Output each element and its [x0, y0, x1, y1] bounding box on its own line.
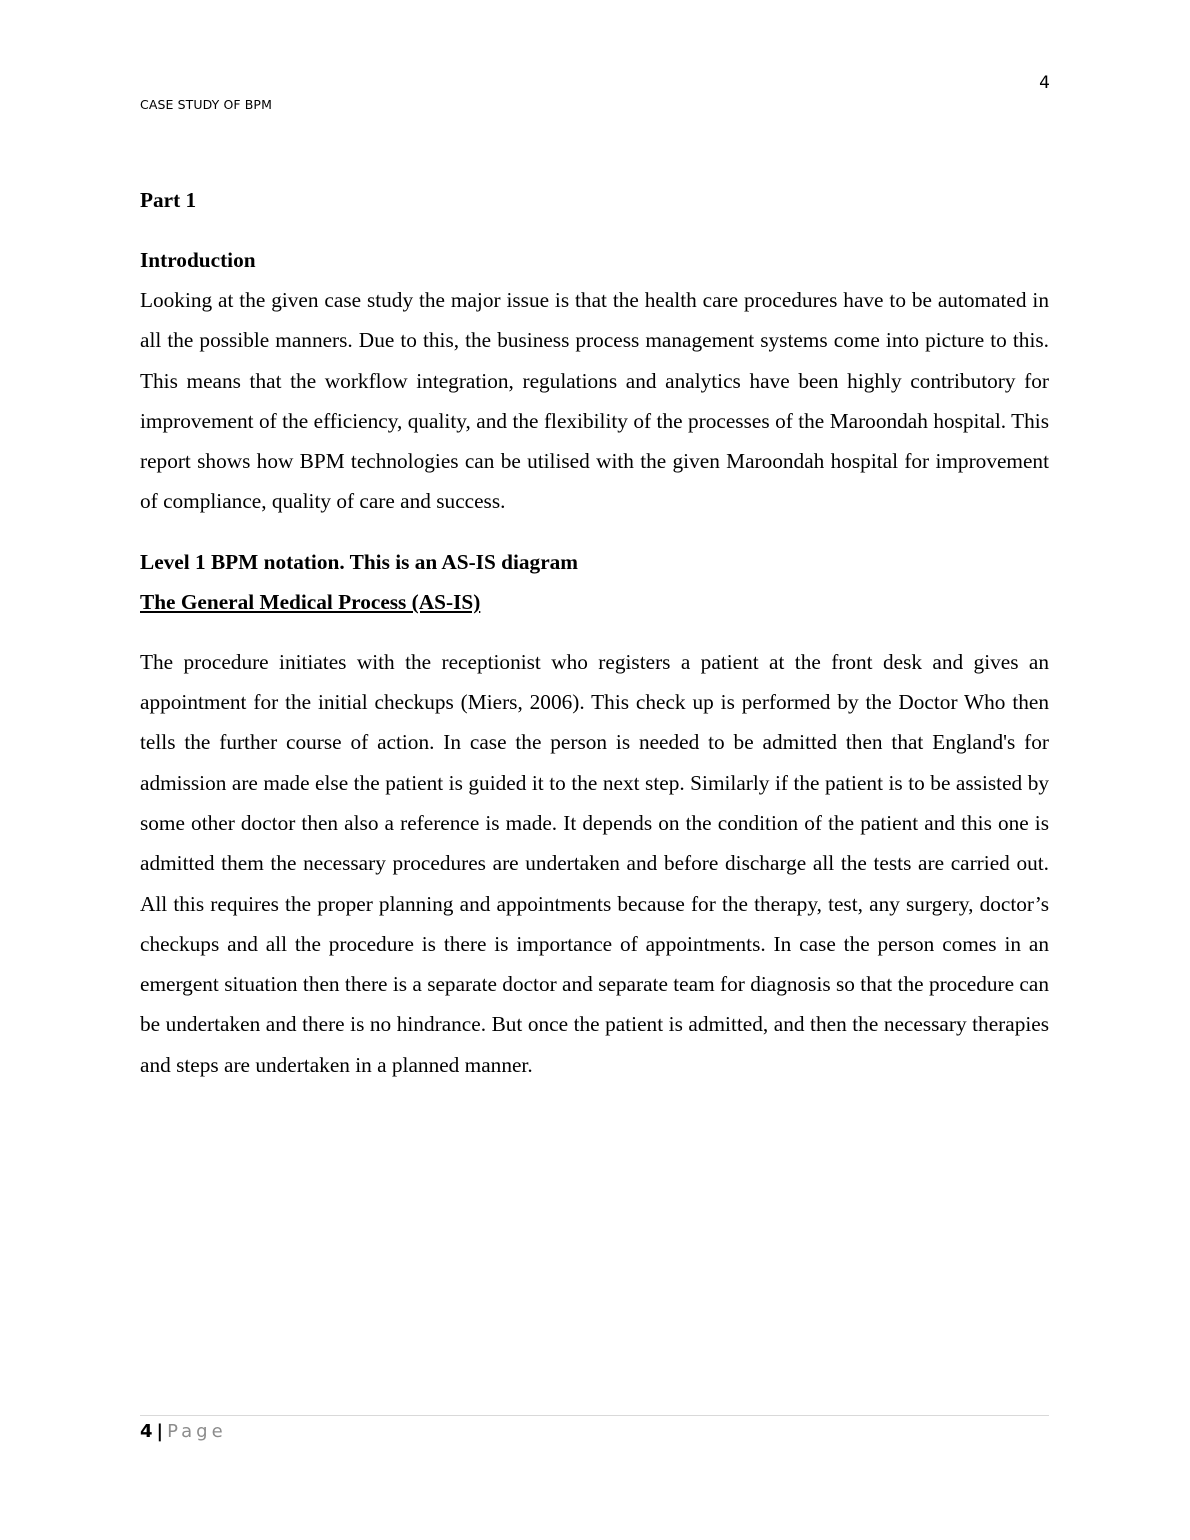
- level1-heading: Level 1 BPM notation. This is an AS-IS diagram: [140, 549, 579, 574]
- page-number-top: 4: [1039, 73, 1050, 93]
- process-heading: The General Medical Process (AS-IS): [140, 589, 481, 614]
- part-title: Part 1: [140, 188, 197, 212]
- footer-divider: [140, 1415, 1049, 1416]
- footer-page-label: Page: [167, 1421, 227, 1442]
- document-body: [140, 180, 1049, 1085]
- running-head: CASE STUDY OF BPM: [140, 97, 272, 112]
- footer-separator: |: [156, 1421, 164, 1442]
- introduction-heading: Introduction: [140, 248, 256, 272]
- footer-page-number: 4: [140, 1421, 153, 1442]
- process-paragraph: The procedure initiates with the receptionist who registers a patient at the front desk and gives an appointment for the initial checkups (Miers, 2006). This check up is performed by the Doctor Who then tells the further course of action. In case the person is needed to be admitted then that England's for admission are made else the patient is guided it to the next step. Similarly if the patient is to be assisted by some other doctor then also a reference is made. It depends on the condition of the patient and this one is admitted them the necessary procedures are undertaken and before discharge all the tests are carried out. All this requires the proper planning and appointments because for the therapy, test, any surgery, doctor’s checkups and all the procedure is there is importance of appointments. In case the person comes in an emergent situation then there is a separate doctor and separate team for diagnosis so that the procedure can be undertaken and there is no hindrance. But once the patient is admitted, and then the necessary therapies and steps are undertaken in a planned manner.: [140, 649, 1049, 1077]
- page-footer: [140, 1420, 227, 1444]
- introduction-paragraph: Looking at the given case study the major issue is that the health care procedures have to be automated in all the possible manners. Due to this, the business process management systems come into picture to this. This means that the workflow integration, regulations and analytics have been highly contributory for improvement of the efficiency, quality, and the flexibility of the processes of the Maroondah hospital. This report shows how BPM technologies can be utilised with the given Maroondah hospital for improvement of compliance, quality of care and success.: [140, 288, 1049, 514]
